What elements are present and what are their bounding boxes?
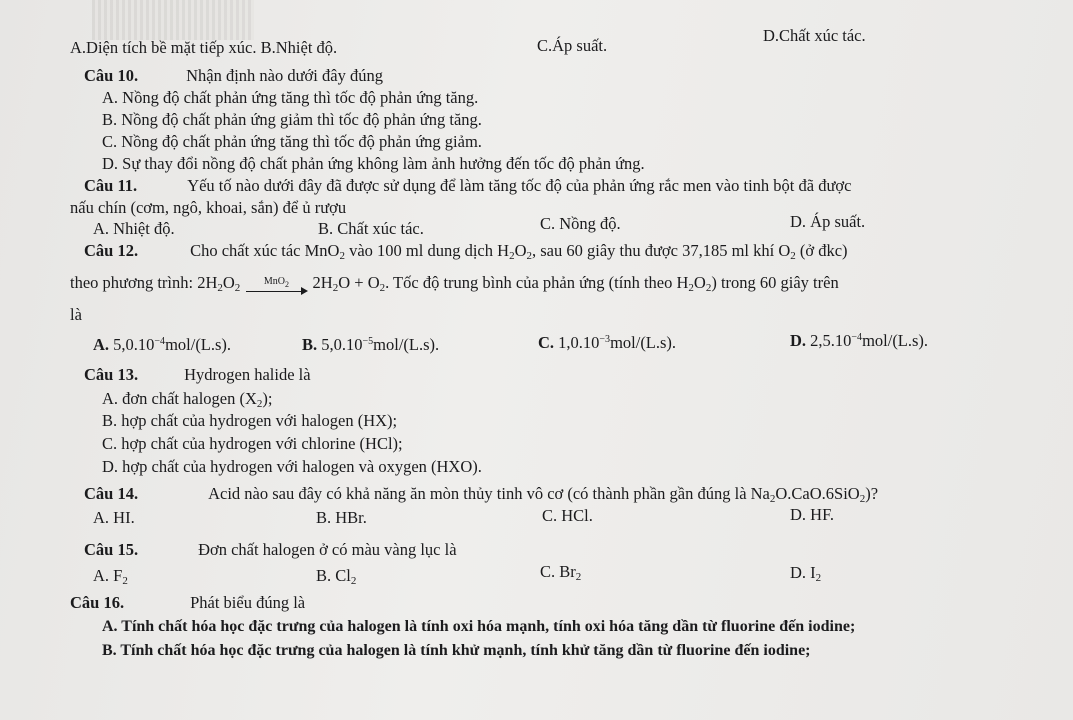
q11-heading: Câu 11. Yếu tố nào dưới đây đã được sử dụng để làm tăng tốc độ của phản ứng rắc men vào tinh bột đã được: [84, 176, 852, 195]
q14-option-a: A. HI.: [93, 508, 135, 527]
q15-option-a: A. $F_2$: [93, 566, 128, 587]
q12-option-b: B. $5,0.10^{-5}mol/(L.s)$.: [302, 335, 440, 354]
q13-option-a: A. đơn chất halogen $(X_2)$;: [102, 389, 273, 410]
q12-option-c: C. $1,0.10^{-3}mol/(L.s)$.: [538, 333, 677, 352]
q15-option-b: B. $Cl_2$: [316, 566, 357, 587]
q12-option-a: A. $5,0.10^{-4}mol/(L.s)$.: [93, 335, 232, 354]
q10-option-c: C. Nồng độ chất phản ứng tăng thì tốc độ phản ứng giảm.: [102, 132, 482, 151]
q13-option-d: D. hợp chất của hydrogen với halogen và oxygen (HXO).: [102, 457, 482, 476]
blurred-header-fragment: [92, 0, 254, 40]
top-option-a: A.Diện tích bề mặt tiếp xúc. B.Nhiệt độ.: [70, 38, 338, 57]
q11-text-continued: nấu chín (cơm, ngô, khoai, sắn) để ủ rượu: [70, 198, 347, 217]
q11-option-c: C. Nồng độ.: [540, 214, 621, 233]
q10-option-b: B. Nồng độ chất phản ứng giảm thì tốc độ phản ứng tăng.: [102, 110, 482, 129]
q11-option-b: B. Chất xúc tác.: [318, 219, 424, 238]
q16-option-b: B. Tính chất hóa học đặc trưng của halogen là tính khử mạnh, tính khử tăng dần từ fluorine đến iodine;: [102, 642, 811, 659]
reaction-arrow: MnO$_2$: [244, 276, 308, 299]
q13-option-b: B. hợp chất của hydrogen với halogen (HX);: [102, 411, 398, 430]
q10-heading: Câu 10. Nhận định nào dưới đây đúng: [84, 66, 383, 85]
q12-option-d: D. $2,5.10^{-4}mol/(L.s)$.: [790, 331, 929, 350]
q11-option-a: A. Nhiệt độ.: [93, 219, 175, 238]
top-option-d: D.Chất xúc tác.: [763, 26, 866, 45]
q12-continuation: là: [70, 305, 82, 324]
q12-equation-line: theo phương trình: $2H_2O_2$ MnO$_2$ $2H_2O + O_2$. Tốc độ trung bình của phản ứng (tính theo $H_2O_2$) trong 60 giây trên: [70, 273, 839, 299]
q16-heading: Câu 16. Phát biểu đúng là: [70, 593, 306, 612]
q15-heading: Câu 15. Đơn chất halogen ở có màu vàng lục là: [84, 540, 457, 559]
q15-option-c: C. $Br_2$: [540, 562, 582, 583]
q14-option-c: C. HCl.: [542, 506, 593, 525]
q11-option-d: D. Áp suất.: [790, 212, 866, 231]
q14-option-b: B. HBr.: [316, 508, 367, 527]
q13-heading: Câu 13. Hydrogen halide là: [84, 365, 311, 384]
q16-option-a: A. Tính chất hóa học đặc trưng của halogen là tính oxi hóa mạnh, tính oxi hóa tăng dần từ fluorine đến iodine;: [102, 618, 856, 635]
top-option-c: C.Áp suất.: [537, 36, 608, 55]
q14-option-d: D. HF.: [790, 505, 835, 524]
q14-heading: Câu 14. Acid nào sau đây có khả năng ăn mòn thủy tinh vô cơ (có thành phần gần đúng là $Na_2O.CaO.6SiO_2$)?: [84, 484, 879, 505]
q15-option-d: D. $I_2$: [790, 563, 822, 584]
q10-option-d: D. Sự thay đổi nồng độ chất phản ứng không làm ảnh hưởng đến tốc độ phản ứng.: [102, 154, 645, 173]
q12-heading: Câu 12. Cho chất xúc tác MnO$_2$ vào 100 ml dung dịch $H_2O_2$, sau 60 giây thu được 37,185 ml khí $O_2$ (ở đkc): [84, 241, 848, 262]
q13-option-c: C. hợp chất của hydrogen với chlorine (HCl);: [102, 434, 403, 453]
q10-option-a: A. Nồng độ chất phản ứng tăng thì tốc độ phản ứng tăng.: [102, 88, 479, 107]
